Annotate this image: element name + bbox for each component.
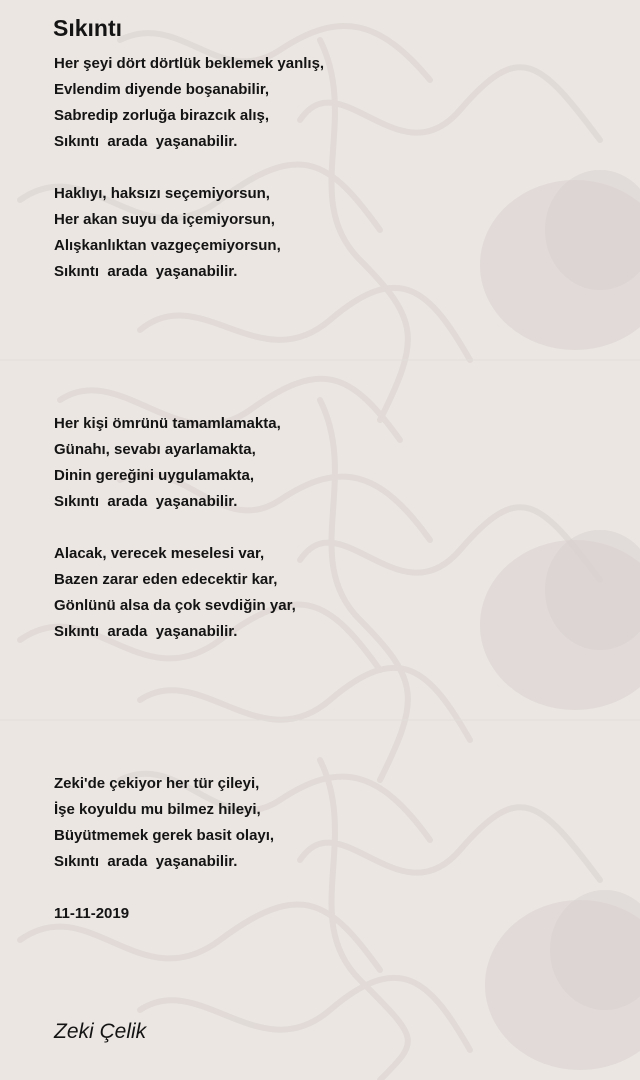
poem-line: Her şeyi dört dörtlük beklemek yanlış, (54, 55, 325, 72)
poem-line: Sabredip zorluğa birazcık alış, (54, 107, 270, 124)
poem-line: Dinin gereğini uygulamakta, (54, 467, 255, 484)
poem-stanza-5 (54, 771, 274, 875)
poem-stanza-1 (54, 51, 324, 155)
poem-line: Gönlünü alsa da çok sevdiğin yar, (54, 597, 296, 614)
poem-author: Zeki Çelik (54, 1020, 147, 1043)
poem-line: Sıkıntı arada yaşanabilir. (54, 263, 238, 280)
poem-line: Haklıyı, haksızı seçemiyorsun, (54, 185, 270, 202)
poem-line: Günahı, sevabı ayarlamakta, (54, 441, 256, 458)
poem-line: Evlendim diyende boşanabilir, (54, 81, 270, 98)
poem-stanza-4 (54, 541, 296, 645)
poem-line: Alışkanlıktan vazgeçemiyorsun, (54, 237, 281, 254)
poem-line: Sıkıntı arada yaşanabilir. (54, 493, 238, 510)
poem-stanza-2 (54, 181, 281, 285)
poem-stanza-3 (54, 411, 281, 515)
poem-line: Her kişi ömrünü tamamlamakta, (54, 415, 281, 432)
poem-date: 11-11-2019 (54, 905, 130, 922)
poem-line: Sıkıntı arada yaşanabilir. (54, 133, 238, 150)
poem-line: Büyütmemek gerek basit olayı, (54, 827, 275, 844)
poem-line: Zeki'de çekiyor her tür çileyi, (54, 775, 260, 792)
poem-line: Alacak, verecek meselesi var, (54, 545, 265, 562)
poem-line: Her akan suyu da içemiyorsun, (54, 211, 275, 228)
poem-line: Sıkıntı arada yaşanabilir. (54, 853, 238, 870)
poem-line: Sıkıntı arada yaşanabilir. (54, 623, 238, 640)
poem-line: Bazen zarar eden edecektir kar, (54, 571, 278, 588)
poem-title: Sıkıntı (53, 15, 123, 41)
poem-line: İşe koyuldu mu bilmez hileyi, (54, 801, 261, 818)
